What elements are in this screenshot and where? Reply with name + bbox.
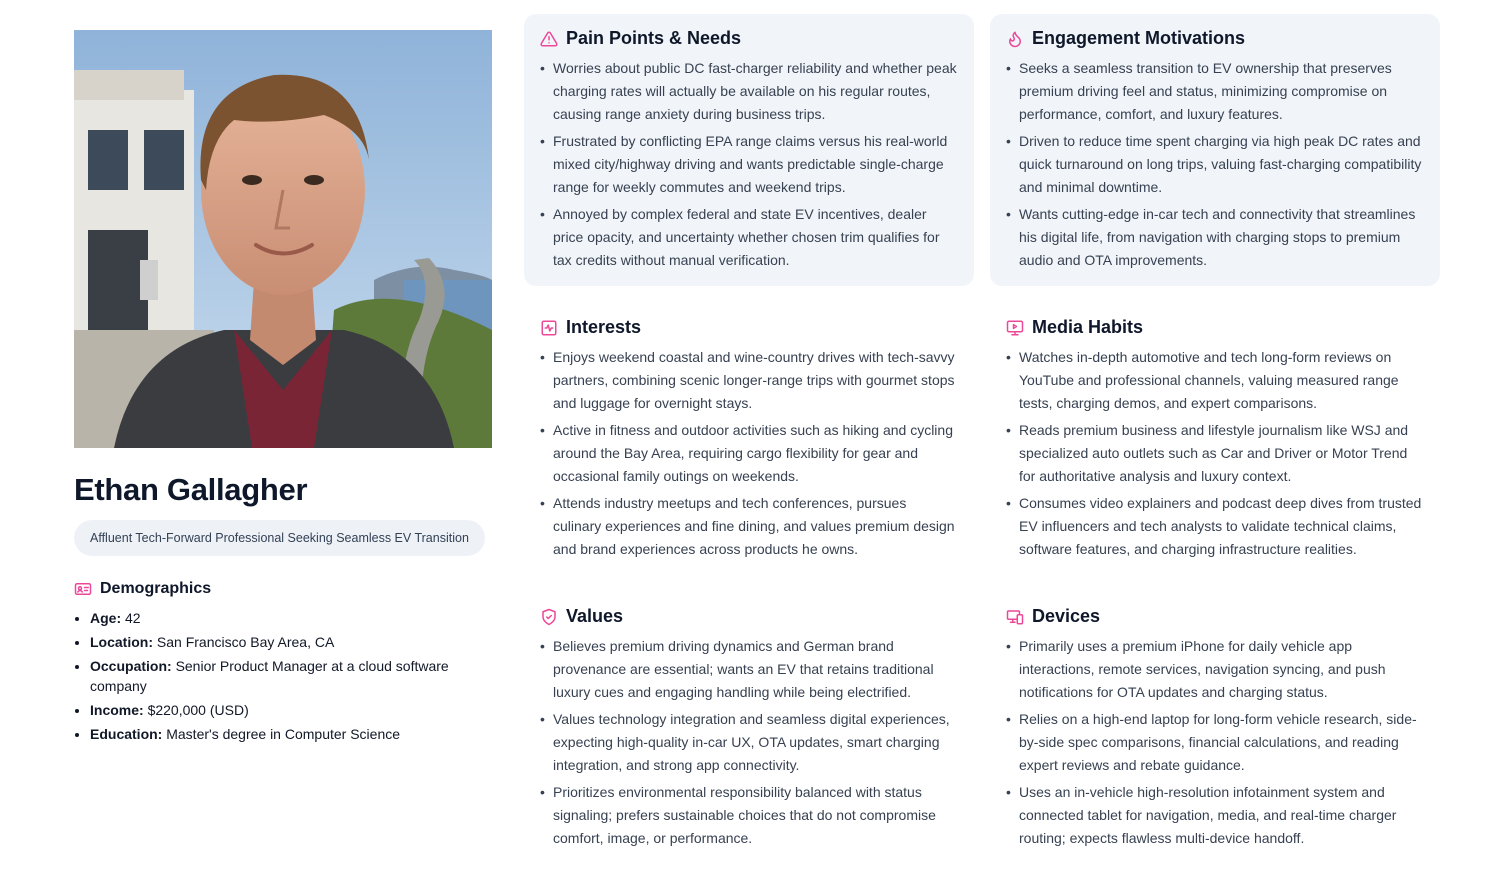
list-item: • Prioritizes environmental responsibility balanced with status signaling; prefers sustainable choices that do not compromise comfort, image, or performance. — [540, 781, 958, 850]
demographic-value: Master's degree in Computer Science — [166, 726, 401, 742]
list-item: • Worries about public DC fast-charger reliability and whether peak charging rates will actually be available on his regular routes, causing range anxiety during business trips. — [540, 57, 958, 126]
media-habits-header — [1006, 317, 1424, 338]
devices-icon — [1006, 608, 1024, 626]
shield-check-icon — [540, 608, 558, 626]
motivations-header — [1006, 28, 1424, 49]
persona-tagline: Affluent Tech-Forward Professional Seeking Seamless EV Transition — [74, 520, 485, 556]
media-habits-title: Media Habits — [1032, 317, 1144, 337]
values-card — [524, 592, 974, 868]
devices-card — [990, 592, 1440, 868]
list-item: • Primarily uses a premium iPhone for daily vehicle app interactions, remote services, navigation syncing, and push notifications for OTA updates and charging status. — [1006, 635, 1424, 704]
demographic-education — [90, 724, 492, 744]
pain-points-list — [540, 57, 958, 272]
demographic-occupation — [90, 656, 492, 696]
list-item: • Annoyed by complex federal and state EV incentives, dealer price opacity, and uncertainty whether chosen trim qualifies for tax credits without manual verification. — [540, 203, 958, 272]
list-item: • Relies on a high-end laptop for long-form vehicle research, side-by-side spec comparisons, financial calculations, and reading expert reviews and rebate guidance. — [1006, 708, 1424, 777]
warning-triangle-icon — [540, 30, 558, 48]
list-item: • Uses an in-vehicle high-resolution infotainment system and connected tablet for navigation, media, and real-time charger routing; expects flawless multi-device handoff. — [1006, 781, 1424, 850]
list-item: • Values technology integration and seamless digital experiences, expecting high-quality in-car UX, OTA updates, smart charging integration, and strong app connectivity. — [540, 708, 958, 777]
list-item: • Driven to reduce time spent charging via high peak DC rates and quick turnaround on long trips, valuing fast-charging compatibility and minimal downtime. — [1006, 130, 1424, 199]
monitor-play-icon — [1006, 319, 1024, 337]
demographic-location — [90, 632, 492, 652]
demographic-income — [90, 700, 492, 720]
demographic-label: Location: — [90, 634, 153, 650]
persona-name: Ethan Gallagher — [74, 472, 308, 507]
demographic-value: 42 — [125, 610, 141, 626]
list-item: • Attends industry meetups and tech conferences, pursues culinary experiences and fine dining, and values premium design and brand experiences across products he owns. — [540, 492, 958, 561]
list-item: • Active in fitness and outdoor activities such as hiking and cycling around the Bay Area, requiring cargo flexibility for gear and occasional family outings on weekends. — [540, 419, 958, 488]
flame-icon — [1006, 30, 1024, 48]
interests-header — [540, 317, 958, 338]
interests-card — [524, 303, 974, 579]
id-card-icon — [74, 580, 92, 598]
motivations-list — [1006, 57, 1424, 272]
values-list — [540, 635, 958, 850]
motivations-title: Engagement Motivations — [1032, 28, 1246, 48]
list-item: • Wants cutting-edge in-car tech and connectivity that streamlines his digital life, from navigation with charging stops to premium audio and OTA improvements. — [1006, 203, 1424, 272]
list-item: • Reads premium business and lifestyle journalism like WSJ and specialized auto outlets such as Car and Driver or Motor Trend for authoritative analysis and luxury context. — [1006, 419, 1424, 488]
activity-icon — [540, 319, 558, 337]
demographic-value: San Francisco Bay Area, CA — [156, 634, 335, 650]
values-title: Values — [566, 606, 624, 626]
pain-points-card — [524, 14, 974, 286]
demographic-label: Education: — [90, 726, 163, 742]
profile-photo — [74, 30, 492, 448]
list-item: • Frustrated by conflicting EPA range claims versus his real-world mixed city/highway driving and wants predictable single-charge range for weekly commutes and weekend trips. — [540, 130, 958, 199]
pain-points-header — [540, 28, 958, 49]
interests-list — [540, 346, 958, 561]
demographic-value: Senior Product Manager at a cloud software company — [90, 658, 449, 694]
demographic-label: Income: — [90, 702, 144, 718]
demographic-label: Age: — [90, 610, 122, 626]
demographics-header — [74, 580, 492, 598]
demographics-section — [74, 580, 492, 744]
list-item: • Believes premium driving dynamics and German brand provenance are essential; wants an EV that retains traditional luxury cues and engaging handling while being electrified. — [540, 635, 958, 704]
media-habits-list — [1006, 346, 1424, 561]
media-habits-card — [990, 303, 1440, 579]
devices-header — [1006, 606, 1424, 627]
values-header — [540, 606, 958, 627]
demographics-title: Demographics — [100, 580, 212, 597]
list-item: • Seeks a seamless transition to EV ownership that preserves premium driving feel and status, minimizing compromise on performance, comfort, and luxury features. — [1006, 57, 1424, 126]
list-item: • Watches in-depth automotive and tech long-form reviews on YouTube and professional channels, valuing measured range tests, charging demos, and expert comparisons. — [1006, 346, 1424, 415]
devices-list — [1006, 635, 1424, 850]
demographics-list — [74, 608, 492, 744]
devices-title: Devices — [1032, 606, 1101, 626]
interests-title: Interests — [566, 317, 642, 337]
demographic-label: Occupation: — [90, 658, 172, 674]
demographic-age — [90, 608, 492, 628]
demographic-value: $220,000 (USD) — [147, 702, 249, 718]
list-item: • Consumes video explainers and podcast deep dives from trusted EV influencers and tech analysts to validate technical claims, software features, and charging infrastructure realities. — [1006, 492, 1424, 561]
pain-points-title: Pain Points & Needs — [566, 28, 742, 48]
motivations-card — [990, 14, 1440, 286]
profile-column — [74, 30, 492, 748]
list-item: • Enjoys weekend coastal and wine-country drives with tech-savvy partners, combining scenic longer-range trips with gourmet stops and luggage for overnight stays. — [540, 346, 958, 415]
